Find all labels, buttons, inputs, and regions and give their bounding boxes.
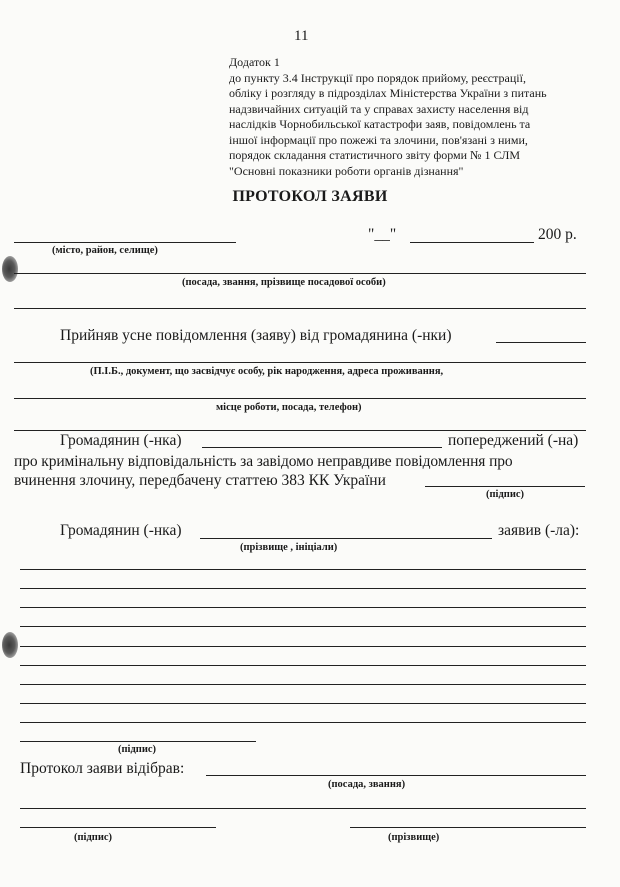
statement-line[interactable]: [20, 607, 586, 608]
hole-punch-bottom: [2, 632, 18, 658]
taker-surname-caption: (прізвище): [388, 832, 440, 843]
taken-by-label: Протокол заяви відібрав:: [20, 760, 185, 777]
hole-punch-top: [2, 256, 18, 282]
statement-name-field[interactable]: [200, 538, 492, 539]
statement-line[interactable]: [20, 703, 586, 704]
warning-end: попереджений (-на): [448, 432, 579, 449]
warning-line-3: вчинення злочину, передбачену статтею 383 КК України: [14, 472, 386, 489]
applicant-caption-2: місце роботи, посада, телефон): [216, 402, 362, 413]
taker-signature-field[interactable]: [20, 827, 216, 828]
statement-line[interactable]: [20, 665, 586, 666]
warning-start: Громадянин (-нка): [60, 432, 182, 449]
annex-line: надзвичайних ситуацій та у справах захисту населення від: [229, 101, 529, 116]
annex-line: "Основні показники роботи органів дізнання": [229, 163, 464, 178]
applicant-caption-1: (П.І.Б., документ, що засвідчує особу, рік народження, адреса проживання,: [90, 366, 444, 377]
annex-block: [229, 55, 587, 179]
applicant-field-4[interactable]: [14, 430, 586, 431]
date-day: "__": [368, 226, 397, 243]
statement-line[interactable]: [20, 569, 586, 570]
taker-position-field[interactable]: [206, 775, 586, 776]
taker-position-caption: (посада, звання): [328, 779, 406, 790]
place-caption: (місто, район, селище): [52, 245, 158, 256]
warning-signature-caption: (підпис): [486, 489, 525, 500]
annex-line: до пункту 3.4 Інструкції про порядок прийому, реєстрації,: [229, 70, 526, 85]
warned-person-field[interactable]: [202, 447, 442, 448]
applicant-signature-caption: (підпис): [118, 744, 157, 755]
taker-field-2[interactable]: [20, 808, 586, 809]
received-text: Прийняв усне повідомлення (заяву) від громадянина (-нки): [60, 327, 452, 344]
date-month-field[interactable]: [410, 242, 534, 243]
applicant-field[interactable]: [496, 342, 586, 343]
applicant-field-2[interactable]: [14, 362, 586, 363]
official-field[interactable]: [14, 273, 586, 274]
statement-line[interactable]: [20, 684, 586, 685]
official-field-2[interactable]: [14, 308, 586, 309]
annex-line: обліку і розгляду в підрозділах Міністерства України з питань: [229, 86, 547, 100]
page-number: 11: [294, 28, 309, 44]
statement-end: заявив (-ла):: [498, 522, 580, 539]
statement-line[interactable]: [20, 626, 586, 627]
annex-title: Додаток 1: [229, 55, 280, 69]
statement-line[interactable]: [20, 588, 586, 589]
applicant-signature-field[interactable]: [20, 741, 256, 742]
date-year: 200 р.: [538, 226, 577, 243]
annex-line: іншої інформації про пожежі та злочини, пов'язані з ними,: [229, 132, 528, 147]
warning-line-2: про кримінальну відповідальність за завідомо неправдиве повідомлення про: [14, 453, 513, 470]
taker-surname-field[interactable]: [350, 827, 586, 828]
applicant-field-3[interactable]: [14, 398, 586, 399]
annex-line: порядок складання статистичного звіту форми № 1 СЛМ: [229, 148, 521, 162]
document-title: ПРОТОКОЛ ЗАЯВИ: [232, 188, 388, 205]
statement-caption: (прізвище , ініціали): [240, 542, 338, 553]
taker-signature-caption: (підпис): [74, 832, 113, 843]
statement-line[interactable]: [20, 722, 586, 723]
statement-start: Громадянин (-нка): [60, 522, 182, 539]
official-caption: (посада, звання, прізвище посадової особи): [182, 277, 386, 288]
place-field[interactable]: [14, 242, 236, 243]
statement-line[interactable]: [20, 646, 586, 647]
warning-signature-field[interactable]: [425, 486, 585, 487]
annex-line: наслідків Чорнобильської катастрофи заяв, повідомлень та: [229, 117, 531, 131]
